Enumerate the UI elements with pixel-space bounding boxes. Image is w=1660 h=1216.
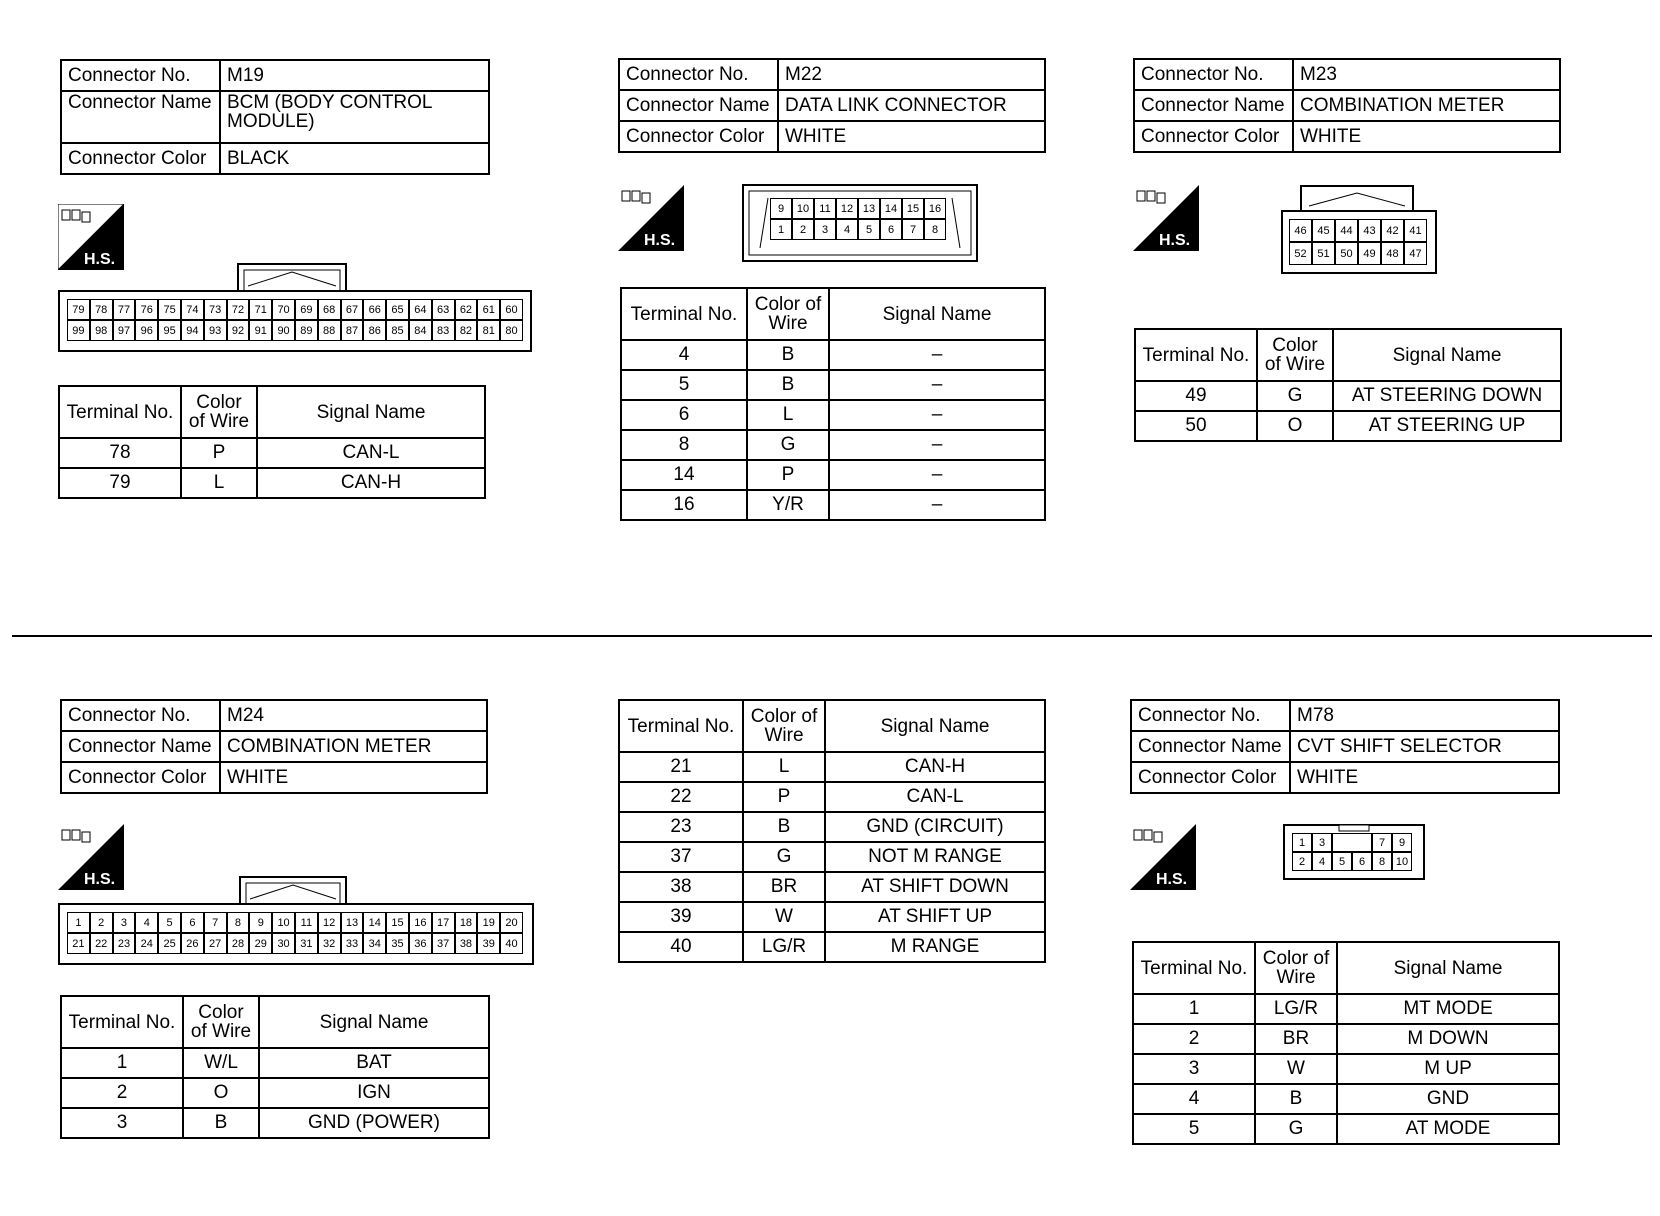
connector-pin: 9: [1392, 833, 1412, 852]
connector-pin: 23: [113, 933, 136, 954]
terminal-no-cell: 14: [621, 460, 747, 490]
connector-pin: 96: [135, 320, 158, 341]
connector-pin: 8: [227, 912, 250, 933]
terminal-row: [1133, 1054, 1559, 1084]
terminal-no-cell: 40: [619, 932, 743, 962]
connector-pin: 46: [1289, 219, 1312, 242]
connector-pin: 47: [1404, 242, 1427, 265]
connector-pin: 81: [477, 320, 500, 341]
connector-pin: 4: [836, 219, 858, 240]
signal-name-cell: –: [829, 370, 1045, 400]
connector-pin: 29: [249, 933, 272, 954]
connector-pin: 63: [432, 299, 455, 320]
label-connector-no: Connector No.: [61, 60, 220, 91]
connector-pin: 79: [67, 299, 90, 320]
connector-pin: 34: [363, 933, 386, 954]
header-color-of-wire: Color of Wire: [743, 700, 825, 752]
terminal-row: [619, 902, 1045, 932]
connector-pin: 13: [858, 198, 880, 219]
terminal-no-cell: 2: [1133, 1024, 1255, 1054]
terminal-row: [621, 460, 1045, 490]
connector-pin: 8: [924, 219, 946, 240]
connector-pin: 5: [158, 912, 181, 933]
connector-pin: 1: [770, 219, 792, 240]
terminal-row: [1133, 1114, 1559, 1144]
label-connector-name: Connector Name: [61, 731, 220, 762]
signal-name-cell: NOT M RANGE: [825, 842, 1045, 872]
connector-pin: 28: [227, 933, 250, 954]
label-connector-color: Connector Color: [61, 762, 220, 793]
connector-pin: 50: [1335, 242, 1358, 265]
signal-name-cell: –: [829, 460, 1045, 490]
wire-color-cell: LG/R: [1255, 994, 1337, 1024]
connector-pin: 6: [1352, 852, 1372, 871]
connector-pin: 64: [409, 299, 432, 320]
terminal-row: [619, 872, 1045, 902]
connector-pin: 1: [1292, 833, 1312, 852]
terminal-no-cell: 39: [619, 902, 743, 932]
header-signal-name: Signal Name: [1333, 329, 1561, 381]
connector-pin: 17: [432, 912, 455, 933]
hs-label: H.S.: [1156, 871, 1188, 888]
terminal-row: [621, 430, 1045, 460]
connector-pin: 30: [272, 933, 295, 954]
connector-pin: 70: [272, 299, 295, 320]
signal-name-cell: GND: [1337, 1084, 1559, 1114]
terminal-row: [619, 812, 1045, 842]
connector-pin: 2: [1292, 852, 1312, 871]
header-terminal-no: Terminal No.: [1133, 942, 1255, 994]
header-color-of-wire: Color of Wire: [1257, 329, 1333, 381]
signal-name-cell: AT MODE: [1337, 1114, 1559, 1144]
terminal-no-cell: 37: [619, 842, 743, 872]
signal-name-cell: AT STEERING DOWN: [1333, 381, 1561, 411]
hs-label: H.S.: [84, 871, 116, 888]
connector-pin: 14: [363, 912, 386, 933]
header-color-of-wire: Color of Wire: [181, 386, 257, 438]
connector-pin: 68: [318, 299, 341, 320]
m23-connector-color: WHITE: [1293, 121, 1560, 152]
terminal-no-cell: 23: [619, 812, 743, 842]
wire-color-cell: G: [1257, 381, 1333, 411]
label-connector-name: Connector Name: [1134, 90, 1293, 121]
connector-pin: 15: [902, 198, 924, 219]
connector-pin: 33: [341, 933, 364, 954]
wire-color-cell: B: [747, 370, 829, 400]
connector-pin: 9: [249, 912, 272, 933]
terminal-no-cell: 6: [621, 400, 747, 430]
signal-name-cell: M RANGE: [825, 932, 1045, 962]
connector-pin: 5: [858, 219, 880, 240]
header-color-of-wire: Color of Wire: [747, 288, 829, 340]
connector-pin: 16: [924, 198, 946, 219]
signal-name-cell: M DOWN: [1337, 1024, 1559, 1054]
section-divider: [12, 635, 1652, 637]
connector-pin: 38: [455, 933, 478, 954]
connector-pin: 87: [341, 320, 364, 341]
connector-pin: 45: [1312, 219, 1335, 242]
label-connector-no: Connector No.: [61, 700, 220, 731]
terminal-no-cell: 5: [621, 370, 747, 400]
connector-pin: 13: [341, 912, 364, 933]
m19-connector-no: M19: [220, 60, 489, 91]
label-connector-no: Connector No.: [1134, 59, 1293, 90]
wire-color-cell: B: [183, 1108, 259, 1138]
header-color-of-wire: Color of Wire: [1255, 942, 1337, 994]
connector-pin: 44: [1335, 219, 1358, 242]
connector-pin: 4: [135, 912, 158, 933]
terminal-no-cell: 4: [1133, 1084, 1255, 1114]
signal-name-cell: M UP: [1337, 1054, 1559, 1084]
connector-pin: 21: [67, 933, 90, 954]
terminal-no-cell: 8: [621, 430, 747, 460]
signal-name-cell: IGN: [259, 1078, 489, 1108]
connector-pin: 26: [181, 933, 204, 954]
m24-connector-no: M24: [220, 700, 487, 731]
connector-pin: 62: [455, 299, 478, 320]
m23-terminal-table: [1134, 328, 1562, 442]
header-terminal-no: Terminal No.: [61, 996, 183, 1048]
wire-color-cell: W/L: [183, 1048, 259, 1078]
m19-connector-color: BLACK: [220, 143, 489, 174]
connector-pin: 25: [158, 933, 181, 954]
connector-pin: 10: [792, 198, 814, 219]
terminal-no-cell: 16: [621, 490, 747, 520]
connector-pin: 98: [90, 320, 113, 341]
wire-color-cell: O: [1257, 411, 1333, 441]
connector-pin: 73: [204, 299, 227, 320]
signal-name-cell: –: [829, 340, 1045, 370]
wire-color-cell: W: [743, 902, 825, 932]
header-terminal-no: Terminal No.: [59, 386, 181, 438]
header-color-of-wire: Color of Wire: [183, 996, 259, 1048]
connector-pin: 12: [836, 198, 858, 219]
connector-pin: 94: [181, 320, 204, 341]
connector-pin: 91: [249, 320, 272, 341]
connector-pin: 40: [500, 933, 523, 954]
label-connector-color: Connector Color: [1134, 121, 1293, 152]
label-connector-color: Connector Color: [1131, 762, 1290, 793]
connector-pin: 83: [432, 320, 455, 341]
wire-color-cell: BR: [743, 872, 825, 902]
terminal-no-cell: 4: [621, 340, 747, 370]
connector-pin: 67: [341, 299, 364, 320]
terminal-row: [619, 752, 1045, 782]
terminal-no-cell: 50: [1135, 411, 1257, 441]
wire-color-cell: Y/R: [747, 490, 829, 520]
m78-connector-info: [1130, 699, 1560, 794]
connector-pin: 86: [363, 320, 386, 341]
connector-pin: 16: [409, 912, 432, 933]
terminal-no-cell: 5: [1133, 1114, 1255, 1144]
terminal-no-cell: 3: [1133, 1054, 1255, 1084]
connector-pin: 5: [1332, 852, 1352, 871]
wire-color-cell: G: [743, 842, 825, 872]
connector-pin: 18: [455, 912, 478, 933]
label-connector-name: Connector Name: [619, 90, 778, 121]
terminal-no-cell: 1: [61, 1048, 183, 1078]
signal-name-cell: GND (CIRCUIT): [825, 812, 1045, 842]
connector-pin: 1: [67, 912, 90, 933]
connector-pin: 66: [363, 299, 386, 320]
signal-name-cell: BAT: [259, 1048, 489, 1078]
connector-pin: 95: [158, 320, 181, 341]
m19-pin-grid: [67, 299, 523, 341]
wire-color-cell: P: [747, 460, 829, 490]
label-connector-color: Connector Color: [61, 143, 220, 174]
connector-pin: 7: [902, 219, 924, 240]
connector-pin: 49: [1358, 242, 1381, 265]
connector-pin: 76: [135, 299, 158, 320]
connector-pin: 15: [386, 912, 409, 933]
connector-pin: 52: [1289, 242, 1312, 265]
header-signal-name: Signal Name: [259, 996, 489, 1048]
connector-pin: 90: [272, 320, 295, 341]
terminal-no-cell: 1: [1133, 994, 1255, 1024]
m24-pin-grid: [67, 912, 523, 954]
wire-color-cell: G: [1255, 1114, 1337, 1144]
harness-side-icon: [58, 204, 124, 270]
connector-pin: 2: [90, 912, 113, 933]
label-connector-color: Connector Color: [619, 121, 778, 152]
signal-name-cell: –: [829, 400, 1045, 430]
terminal-row: [621, 490, 1045, 520]
header-signal-name: Signal Name: [257, 386, 485, 438]
m19-connector-name: BCM (BODY CONTROL MODULE): [220, 91, 489, 143]
header-terminal-no: Terminal No.: [619, 700, 743, 752]
terminal-no-cell: 38: [619, 872, 743, 902]
terminal-no-cell: 22: [619, 782, 743, 812]
hs-label: H.S.: [644, 232, 676, 249]
header-signal-name: Signal Name: [1337, 942, 1559, 994]
connector-pin: 24: [135, 933, 158, 954]
m78-terminal-table: [1132, 941, 1560, 1145]
harness-side-icon: [1130, 824, 1196, 890]
connector-pin: 77: [113, 299, 136, 320]
m22-pin-grid: [770, 198, 946, 240]
connector-pin: 88: [318, 320, 341, 341]
label-connector-name: Connector Name: [61, 91, 220, 143]
connector-pin: 84: [409, 320, 432, 341]
signal-name-cell: CAN-H: [257, 468, 485, 498]
hs-label: H.S.: [84, 251, 116, 268]
terminal-row: [1135, 381, 1561, 411]
m78-connector-no: M78: [1290, 700, 1559, 731]
terminal-row: [1133, 994, 1559, 1024]
wire-color-cell: W: [1255, 1054, 1337, 1084]
connector-pin: 51: [1312, 242, 1335, 265]
connector-pin: 48: [1381, 242, 1404, 265]
terminal-row: [1133, 1084, 1559, 1114]
connector-pin: 19: [477, 912, 500, 933]
signal-name-cell: AT SHIFT UP: [825, 902, 1045, 932]
wire-color-cell: LG/R: [743, 932, 825, 962]
connector-pin: 12: [318, 912, 341, 933]
terminal-no-cell: 2: [61, 1078, 183, 1108]
connector-pin: 99: [67, 320, 90, 341]
connector-pin: 35: [386, 933, 409, 954]
connector-pin: 2: [792, 219, 814, 240]
connector-lock-tab: [1332, 833, 1372, 852]
connector-pin: 97: [113, 320, 136, 341]
connector-pin: 92: [227, 320, 250, 341]
m23-connector-name: COMBINATION METER: [1293, 90, 1560, 121]
connector-pin: 75: [158, 299, 181, 320]
wire-color-cell: B: [747, 340, 829, 370]
terminal-row: [1133, 1024, 1559, 1054]
connector-pin: 7: [1372, 833, 1392, 852]
terminal-no-cell: 3: [61, 1108, 183, 1138]
wire-color-cell: P: [743, 782, 825, 812]
harness-side-icon: [618, 185, 684, 251]
terminal-no-cell: 21: [619, 752, 743, 782]
signal-name-cell: –: [829, 490, 1045, 520]
wire-color-cell: L: [747, 400, 829, 430]
connector-pin: 74: [181, 299, 204, 320]
signal-name-cell: CAN-L: [825, 782, 1045, 812]
signal-name-cell: AT SHIFT DOWN: [825, 872, 1045, 902]
terminal-row: [621, 370, 1045, 400]
terminal-row: [621, 400, 1045, 430]
connector-pin: 3: [113, 912, 136, 933]
connector-pin: 65: [386, 299, 409, 320]
connector-pin: 11: [814, 198, 836, 219]
connector-pin: 61: [477, 299, 500, 320]
connector-pin: 6: [181, 912, 204, 933]
harness-side-icon: [1133, 185, 1199, 251]
terminal-no-cell: 49: [1135, 381, 1257, 411]
header-signal-name: Signal Name: [829, 288, 1045, 340]
connector-pin: 22: [90, 933, 113, 954]
connector-pin: 27: [204, 933, 227, 954]
connector-pin: 42: [1381, 219, 1404, 242]
header-signal-name: Signal Name: [825, 700, 1045, 752]
wire-color-cell: G: [747, 430, 829, 460]
connector-pin: 41: [1404, 219, 1427, 242]
terminal-row: [61, 1108, 489, 1138]
m22-connector-color: WHITE: [778, 121, 1045, 152]
connector-pin: 78: [90, 299, 113, 320]
terminal-row: [619, 932, 1045, 962]
connector-pin: 43: [1358, 219, 1381, 242]
wire-color-cell: B: [1255, 1084, 1337, 1114]
signal-name-cell: MT MODE: [1337, 994, 1559, 1024]
connector-pin: 80: [500, 320, 523, 341]
hs-label: H.S.: [1159, 232, 1191, 249]
header-terminal-no: Terminal No.: [1135, 329, 1257, 381]
terminal-row: [59, 438, 485, 468]
connector-pin: 3: [1312, 833, 1332, 852]
terminal-no-cell: 79: [59, 468, 181, 498]
connector-pin: 71: [249, 299, 272, 320]
terminal-row: [621, 340, 1045, 370]
m78-connector-name: CVT SHIFT SELECTOR: [1290, 731, 1559, 762]
signal-name-cell: CAN-H: [825, 752, 1045, 782]
terminal-row: [619, 842, 1045, 872]
m22-connector-no: M22: [778, 59, 1045, 90]
label-connector-no: Connector No.: [1131, 700, 1290, 731]
connector-pin: 32: [318, 933, 341, 954]
connector-pin: 89: [295, 320, 318, 341]
connector-pin: 8: [1372, 852, 1392, 871]
m24-connector-color: WHITE: [220, 762, 487, 793]
connector-pin: 69: [295, 299, 318, 320]
connector-pin: 6: [880, 219, 902, 240]
m24-continued-terminal-table: [618, 699, 1046, 963]
connector-pin: 37: [432, 933, 455, 954]
connector-pin: 14: [880, 198, 902, 219]
terminal-no-cell: 78: [59, 438, 181, 468]
connector-pin: 11: [295, 912, 318, 933]
terminal-row: [61, 1048, 489, 1078]
m78-connector-color: WHITE: [1290, 762, 1559, 793]
wire-color-cell: B: [743, 812, 825, 842]
wire-color-cell: O: [183, 1078, 259, 1108]
m24-terminal-table: [60, 995, 490, 1139]
m19-connector-info: [60, 59, 490, 175]
connector-pin: 3: [814, 219, 836, 240]
m22-terminal-table: [620, 287, 1046, 521]
connector-pin: 72: [227, 299, 250, 320]
terminal-row: [1135, 411, 1561, 441]
signal-name-cell: –: [829, 430, 1045, 460]
connector-pin: 39: [477, 933, 500, 954]
signal-name-cell: GND (POWER): [259, 1108, 489, 1138]
m24-connector-info: [60, 699, 488, 794]
header-terminal-no: Terminal No.: [621, 288, 747, 340]
m23-connector-no: M23: [1293, 59, 1560, 90]
m23-connector-info: [1133, 58, 1561, 153]
wire-color-cell: P: [181, 438, 257, 468]
m24-connector-name: COMBINATION METER: [220, 731, 487, 762]
label-connector-name: Connector Name: [1131, 731, 1290, 762]
connector-pin: 10: [1392, 852, 1412, 871]
connector-pin: 20: [500, 912, 523, 933]
wire-color-cell: L: [181, 468, 257, 498]
connector-pin: 10: [272, 912, 295, 933]
wire-color-cell: BR: [1255, 1024, 1337, 1054]
wire-color-cell: L: [743, 752, 825, 782]
connector-pin: 9: [770, 198, 792, 219]
label-connector-no: Connector No.: [619, 59, 778, 90]
m19-terminal-table: [58, 385, 486, 499]
connector-pin: 31: [295, 933, 318, 954]
m78-pin-grid: [1292, 833, 1412, 871]
terminal-row: [61, 1078, 489, 1108]
terminal-row: [59, 468, 485, 498]
connector-pin: 7: [204, 912, 227, 933]
m22-connector-info: [618, 58, 1046, 153]
connector-pin: 36: [409, 933, 432, 954]
m22-connector-name: DATA LINK CONNECTOR: [778, 90, 1045, 121]
connector-pin: 4: [1312, 852, 1332, 871]
signal-name-cell: AT STEERING UP: [1333, 411, 1561, 441]
m23-pin-grid: [1289, 219, 1427, 265]
terminal-row: [619, 782, 1045, 812]
connector-pin: 82: [455, 320, 478, 341]
connector-pin: 60: [500, 299, 523, 320]
connector-pin: 93: [204, 320, 227, 341]
signal-name-cell: CAN-L: [257, 438, 485, 468]
connector-pin: 85: [386, 320, 409, 341]
